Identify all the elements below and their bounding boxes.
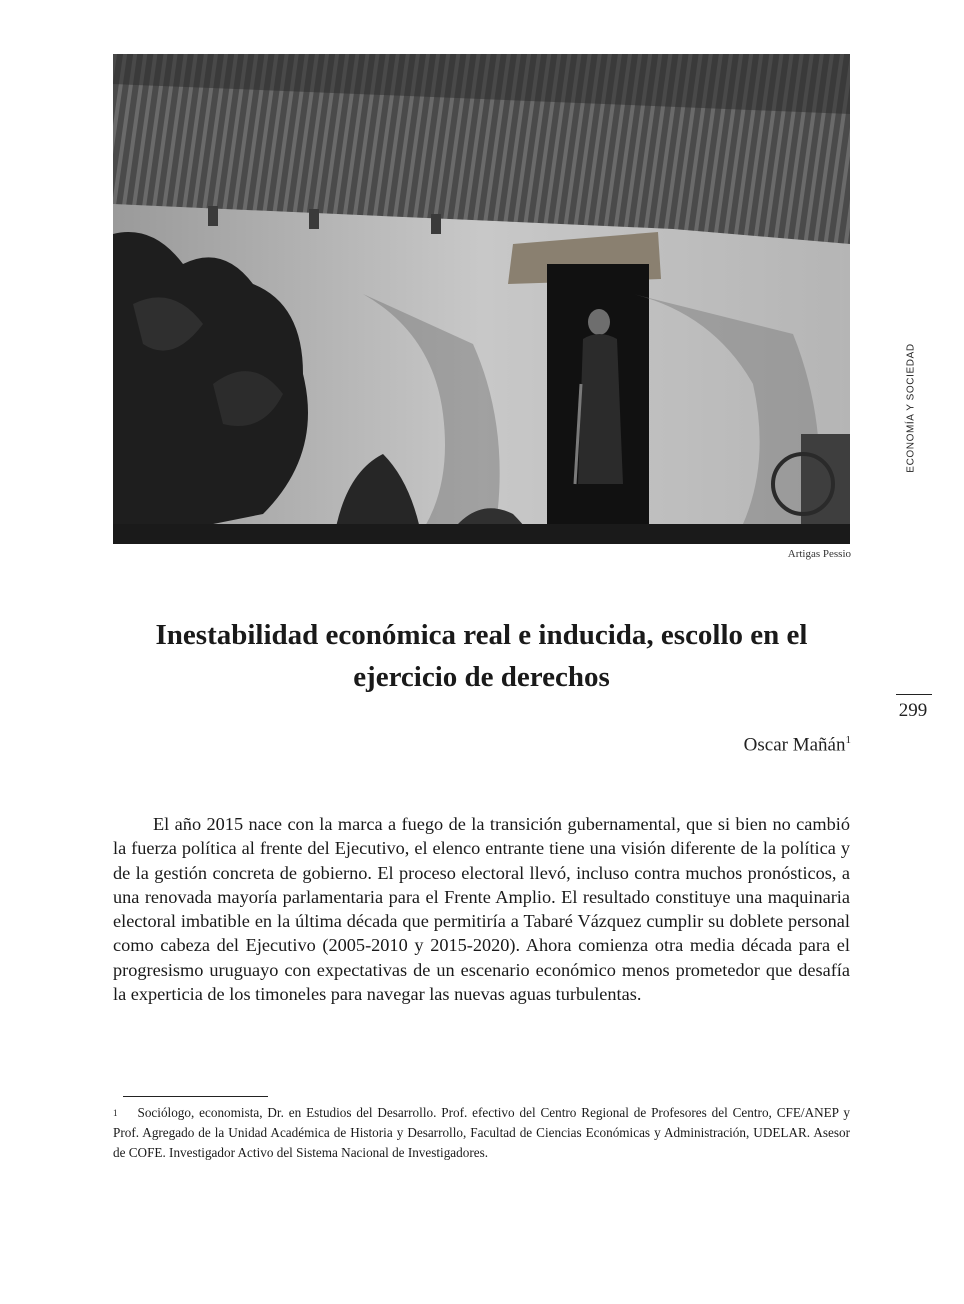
author-footnote-ref[interactable]: 1 [845,734,851,746]
photo-credit: Artigas Pessio [787,548,851,560]
photo-house-door-icon [113,54,850,544]
footnote-text: Sociólogo, economista, Dr. en Estudios del Desarrollo. Prof. efectivo del Centro Regional de Profesores del Centro, CFE/ANEP y Prof. Agregado de la Unidad Académica de Historia y Desarrollo, Facultad de Ciencias Económicas y Administración, UDELAR. Asesor de COFE. Investigador Activo del Sistema Nacional de Investigadores. [113,1105,850,1160]
footnote-number: 1 [113,1108,118,1118]
footnote-rule [123,1096,268,1097]
section-label-text: ECONOMÍA Y SOCIEDAD [905,342,917,473]
body-paragraph: El año 2015 nace con la marca a fuego de la transición gubernamental, que si bien no cambió la fuerza política al frente del Ejecutivo, el elenco entrante tiene una visión diferente de la política y de la gestión concreta de gobierno. El proceso electoral llevó, incluso contra muchos pronósticos, a una renovada mayoría parlamentaria para el Frente Amplio. El resultado constituye una maquinaria electoral imbatible en la última década que permitiría a Tabaré Vázquez cumplir su doblete personal como cabeza del Ejecutivo (2005-2010 y 2015-2020). Ahora comienza otra media década para el progresismo uruguayo con expectativas de un escenario económico menos prometedor que desafía la experticia de los timoneles para navegar las nuevas aguas turbulentas. [113,814,850,1005]
author-name: Oscar Mañán [743,734,846,756]
article-title: Inestabilidad económica real e inducida, escollo en el ejercicio de derechos [155,619,808,693]
section-label [903,330,919,485]
page-number: 299 [898,700,928,721]
author [744,734,851,756]
page-number-rule [896,694,932,695]
photo [113,54,850,544]
footnote [113,1103,850,1163]
